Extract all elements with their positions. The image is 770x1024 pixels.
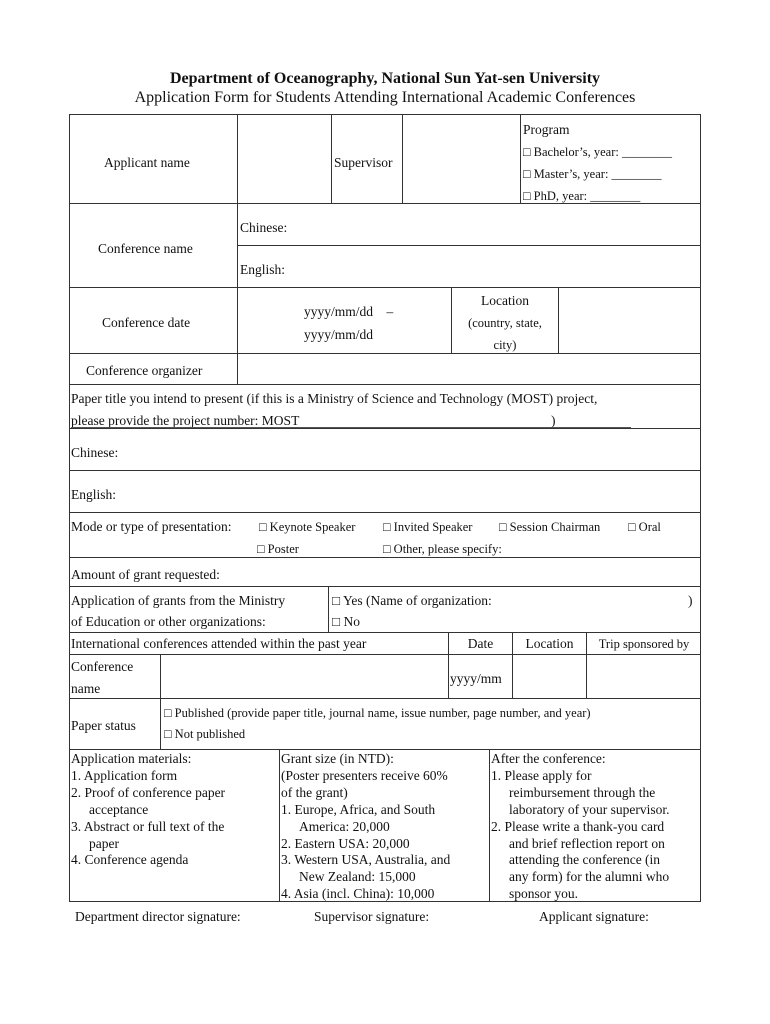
materials-item: acceptance <box>89 802 149 817</box>
location-field[interactable] <box>559 288 700 352</box>
after-item: sponsor you. <box>509 886 579 901</box>
materials-item: 2. Proof of conference paper <box>71 785 226 800</box>
materials-item: 3. Abstract or full text of the <box>71 819 225 834</box>
past-conference-name-label-line2: name <box>71 681 101 696</box>
presentation-mode-label: Mode or type of presentation: <box>71 519 232 534</box>
date-column-header: Date <box>467 636 494 651</box>
published-checkbox[interactable]: □ Published (provide paper title, journal name, issue number, page number, and year) <box>164 706 591 720</box>
program-option-phd[interactable]: □ PhD, year: ________ <box>523 189 641 203</box>
materials-item: paper <box>89 836 119 851</box>
past-conference-name-field[interactable] <box>161 655 447 697</box>
after-item: any form) for the alumni who <box>509 869 670 884</box>
mode-invited-checkbox[interactable]: □ Invited Speaker <box>383 520 473 534</box>
after-item: attending the conference (in <box>509 852 661 867</box>
location-hint: (country, state, <box>468 316 542 330</box>
location-label: Location <box>481 293 529 308</box>
conference-name-label: Conference name <box>98 241 193 256</box>
mode-other-checkbox[interactable]: □ Other, please specify: <box>383 542 502 556</box>
after-item: 1. Please apply for <box>491 768 592 783</box>
paper-title-english[interactable]: English: <box>71 487 117 502</box>
applicant-name-field[interactable] <box>238 115 330 202</box>
paper-title-chinese[interactable]: Chinese: <box>71 445 119 460</box>
after-item: 2. Please write a thank-you card <box>491 819 665 834</box>
program-label: Program <box>523 122 570 137</box>
past-conferences-label: International conferences attended within the past year <box>71 636 367 651</box>
conference-organizer-label: Conference organizer <box>86 363 203 378</box>
applicant-signature-label[interactable]: Applicant signature: <box>539 909 649 924</box>
date-range-end[interactable]: yyyy/mm/dd <box>304 327 374 342</box>
grant-size-heading: Grant size (in NTD): <box>281 751 394 766</box>
past-conference-name-label: Conference <box>71 659 134 674</box>
grant-item: 2. Eastern USA: 20,000 <box>281 836 410 851</box>
paper-status-label: Paper status <box>71 718 136 733</box>
most-number-underline[interactable] <box>71 427 631 428</box>
grant-item: 4. Asia (incl. China): 10,000 <box>281 886 435 901</box>
materials-item: 4. Conference agenda <box>71 852 189 867</box>
moe-grant-label: Application of grants from the Ministry <box>71 593 286 608</box>
program-option-master[interactable]: □ Master’s, year: ________ <box>523 167 662 181</box>
supervisor-field[interactable] <box>403 115 519 202</box>
applicant-name-label: Applicant name <box>104 155 190 170</box>
page-subtitle: Application Form for Students Attending International Academic Conferences <box>134 89 636 106</box>
conference-name-chinese[interactable]: Chinese: <box>240 220 288 235</box>
program-option-bachelor[interactable]: □ Bachelor’s, year: ________ <box>523 145 672 159</box>
materials-heading: Application materials: <box>71 751 192 766</box>
conference-name-english[interactable]: English: <box>240 262 286 277</box>
location-column-header: Location <box>525 636 574 651</box>
date-range-start[interactable]: yyyy/mm/dd – <box>304 304 394 319</box>
mode-keynote-checkbox[interactable]: □ Keynote Speaker <box>259 520 356 534</box>
supervisor-signature-label[interactable]: Supervisor signature: <box>314 909 430 924</box>
after-item: laboratory of your supervisor. <box>509 802 670 817</box>
after-item: reimbursement through the <box>509 785 656 800</box>
grant-item: New Zealand: 15,000 <box>299 869 416 884</box>
materials-item: 1. Application form <box>71 768 178 783</box>
after-conference-heading: After the conference: <box>491 751 606 766</box>
moe-no-checkbox[interactable]: □ No <box>332 614 361 629</box>
moe-yes-close: ) <box>688 593 693 608</box>
grant-amount-label: Amount of grant requested: <box>71 567 220 582</box>
grant-item: of the grant) <box>281 785 348 800</box>
conference-date-label: Conference date <box>102 315 191 330</box>
grant-item: 1. Europe, Africa, and South <box>281 802 436 817</box>
director-signature-label[interactable]: Department director signature: <box>75 909 241 924</box>
grant-item: America: 20,000 <box>299 819 390 834</box>
trip-sponsor-column-header: Trip sponsored by <box>598 637 690 651</box>
location-hint-city: city) <box>493 338 517 352</box>
page-title: Department of Oceanography, National Sun Yat-sen University <box>169 70 601 87</box>
grant-item: 3. Western USA, Australia, and <box>281 852 451 867</box>
supervisor-label: Supervisor <box>334 155 393 170</box>
paper-title-prompt-line2: please provide the project number: MOST <box>71 413 300 428</box>
not-published-checkbox[interactable]: □ Not published <box>164 727 246 741</box>
paper-title-close: ) <box>551 413 556 428</box>
grant-item: (Poster presenters receive 60% <box>281 768 448 783</box>
paper-title-prompt: Paper title you intend to present (if this is a Ministry of Science and Technology (MOST) project, <box>71 391 598 406</box>
moe-grant-label-line2: of Education or other organizations: <box>71 614 266 629</box>
mode-oral-checkbox[interactable]: □ Oral <box>628 520 661 534</box>
mode-chairman-checkbox[interactable]: □ Session Chairman <box>499 520 601 534</box>
after-item: and brief reflection report on <box>509 836 665 851</box>
moe-yes-checkbox[interactable]: □ Yes (Name of organization: <box>332 593 492 608</box>
conference-organizer-field[interactable] <box>238 354 700 383</box>
mode-poster-checkbox[interactable]: □ Poster <box>257 542 299 556</box>
past-conference-date[interactable]: yyyy/mm <box>450 671 502 686</box>
